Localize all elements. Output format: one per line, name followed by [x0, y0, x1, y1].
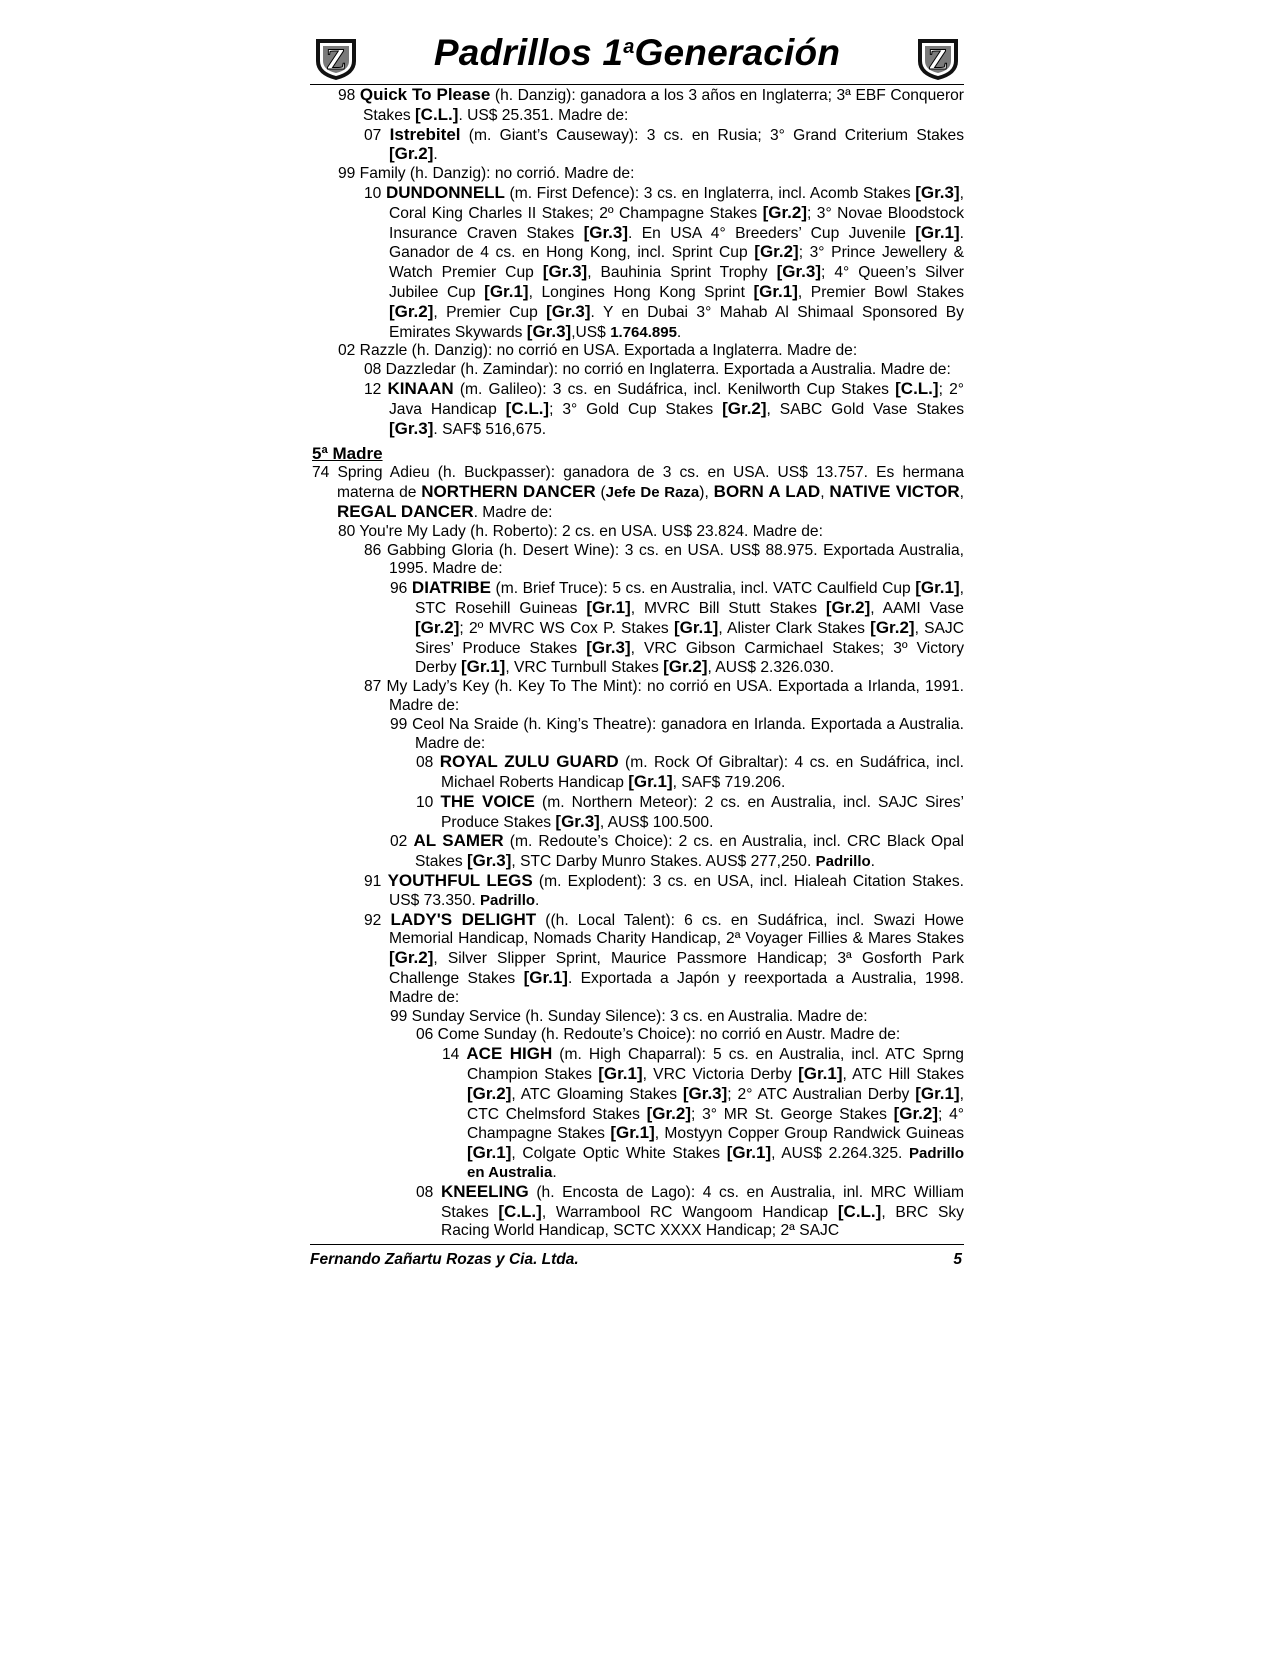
entry-92-ladys-delight: 92 LADY'S DELIGHT ((h. Local Talent): 6 cs. en Sudáfrica, incl. Swazi Howe Memorial Handicap, Nomads Charity Handicap, 2ª Voyager Fillies & Mares Stakes [Gr.2], Silver Slipper Sprint, Maurice Passmore Handicap; 3ª Gosforth Park Challenge Stakes [Gr.1]. Exportada a Japón y reexportada a Australia, 1998. Madre de: — [364, 909, 965, 1006]
page-footer — [310, 1244, 964, 1277]
entry-06-come-sunday: 06 Come Sunday (h. Redoute’s Choice): no corrió en Austr. Madre de: — [416, 1026, 901, 1044]
entry-10-dundonnell: 10 DUNDONNELL (m. First Defence): 3 cs. en Inglaterra, incl. Acomb Stakes [Gr.3], Coral King Charles II Stakes; 2º Champagne Stakes [Gr.2]; 3° Novae Bloodstock Insurance Craven Stakes [Gr.3]. En USA 4° Breeders’ Cup Juvenile [Gr.1]. Ganador de 4 cs. en Hong Kong, incl. Sprint Cup [Gr.2]; 3° Prince Jewellery & Watch Premier Cup [Gr.3], Bauhinia Sprint Trophy [Gr.3]; 4° Queen’s Silver Jubilee Cup [Gr.1], Longines Hong Kong Sprint [Gr.1], Premier Bowl Stakes [Gr.2], Premier Cup [Gr.3]. Y en Dubai 3° Mahab Al Shimaal Sponsored By Emirates Skywards [Gr.3],US$ 1.764.895. — [364, 182, 965, 341]
logo-right — [916, 35, 960, 81]
page-title: Padrillos 1$^a$Generación — [433, 32, 841, 73]
entry-14-ace-high: 14 ACE HIGH (m. High Chaparral): 5 cs. en Australia, incl. ATC Sprng Champion Stakes [Gr.1], VRC Victoria Derby [Gr.1], ATC Hill Stakes [Gr.2], ATC Gloaming Stakes [Gr.3]; 2° ATC Australian Derby [Gr.1], CTC Chelmsford Stakes [Gr.2]; 3° MR St. George Stakes [Gr.2]; 4° Champagne Stakes [Gr.1], Mostyyn Copper Group Randwick Guineas [Gr.1], Colgate Optic White Stakes [Gr.1], AUS$ 2.264.325. Padrillo en Australia. — [442, 1044, 965, 1182]
entry-86: 86 Gabbing Gloria (h. Desert Wine): 3 cs. en USA. US$ 88.975. Exportada Australia, 1995. Madre de: — [364, 541, 964, 578]
entry-07: 07 Istrebitel (m. Giant’s Causeway): 3 cs. en Rusia; 3° Grand Criterium Stakes [Gr.2]. — [364, 124, 965, 164]
svg-text:Z: Z — [927, 43, 949, 76]
entry-02-al-samer: 02 AL SAMER (m. Redoute’s Choice): 2 cs. en Australia, incl. CRC Black Opal Stakes [Gr.3], STC Darby Munro Stakes. AUS$ 277,250. Padrillo. — [390, 831, 964, 871]
page-number: 5 — [953, 1251, 962, 1268]
entry-74-spring-adieu: 74 Spring Adieu (h. Buckpasser): ganadora de 3 cs. en USA. US$ 13.757. Es hermana materna de NORTHERN DANCER (Jefe De Raza), BORN A LAD, NATIVE VICTOR, REGAL DANCER. Madre de: — [312, 464, 964, 521]
entry-08-royal-zulu-guard: 08 ROYAL ZULU GUARD (m. Rock Of Gibraltar): 4 cs. en Sudáfrica, incl. Michael Roberts Handicap [Gr.1], SAF$ 719.206. — [416, 752, 965, 792]
entry-08-kneeling: 08 KNEELING (h. Encosta de Lago): 4 cs. en Australia, inl. MRC William Stakes [C.L.], Warrambool RC Wangoom Handicap [C.L.], BRC Sky Racing World Handicap, SCTC XXXX Handicap; 2ª SAJC — [416, 1181, 965, 1240]
page-header — [310, 30, 964, 85]
page — [310, 30, 964, 1241]
entry-12-kinaan: 12 KINAAN (m. Galileo): 3 cs. en Sudáfrica, incl. Kenilworth Cup Stakes [C.L.]; 2° Java Handicap [C.L.]; 3° Gold Cup Stakes [Gr.2], SABC Gold Vase Stakes [Gr.3]. SAF$ 516,675. — [364, 378, 964, 438]
entry-10-the-voice: 10 THE VOICE (m. Northern Meteor): 2 cs. en Australia, incl. SAJC Sires’ Produce Stakes [Gr.3], AUS$ 100.500. — [416, 791, 965, 831]
entry-98: 98 Quick To Please (h. Danzig): ganadora a los 3 años en Inglaterra; 3ª EBF Conqueror Stakes [C.L.]. US$ 25.351. Madre de: — [338, 85, 965, 124]
entry-80: 80 You're My Lady (h. Roberto): 2 cs. en USA. US$ 23.824. Madre de: — [338, 522, 823, 540]
entry-87: 87 My Lady’s Key (h. Key To The Mint): no corrió en USA. Exportada a Irlanda, 1991. Madre de: — [364, 678, 964, 714]
entry-99-sunday-service: 99 Sunday Service (h. Sunday Silence): 3 cs. en Australia. Madre de: — [390, 1007, 868, 1025]
section-heading-5a-madre: 5ª Madre — [312, 444, 383, 464]
entry-99-family: 99 Family (h. Danzig): no corrió. Madre de: — [338, 165, 635, 183]
entry-91-youthful-legs: 91 YOUTHFUL LEGS (m. Explodent): 3 cs. en USA, incl. Hialeah Citation Stakes. US$ 73.350. Padrillo. — [364, 871, 964, 909]
footer-company: Fernando Zañartu Rozas y Cia. Ltda. — [310, 1251, 579, 1268]
svg-text:Z: Z — [325, 43, 347, 76]
pedigree-content — [310, 86, 964, 1241]
entry-96-diatribe: 96 DIATRIBE (m. Brief Truce): 5 cs. en Australia, incl. VATC Caulfield Cup [Gr.1], STC Rosehill Guineas [Gr.1], MVRC Bill Stutt Stakes [Gr.2], AAMI Vase [Gr.2]; 2º MVRC WS Cox P. Stakes [Gr.1], Alister Clark Stakes [Gr.2], SAJC Sires’ Produce Stakes [Gr.3], VRC Gibson Carmichael Stakes; 3º Victory Derby [Gr.1], VRC Turnbull Stakes [Gr.2], AUS$ 2.326.030. — [390, 578, 964, 677]
entry-99-ceol: 99 Ceol Na Sraide (h. King’s Theatre): ganadora en Irlanda. Exportada a Australia. Madre de: — [390, 715, 964, 752]
entry-08-dazzledar: 08 Dazzledar (h. Zamindar): no corrió en Inglaterra. Exportada a Australia. Madre de: — [364, 361, 951, 379]
entry-02-razzle: 02 Razzle (h. Danzig): no corrió en USA. Exportada a Inglaterra. Madre de: — [338, 342, 858, 360]
